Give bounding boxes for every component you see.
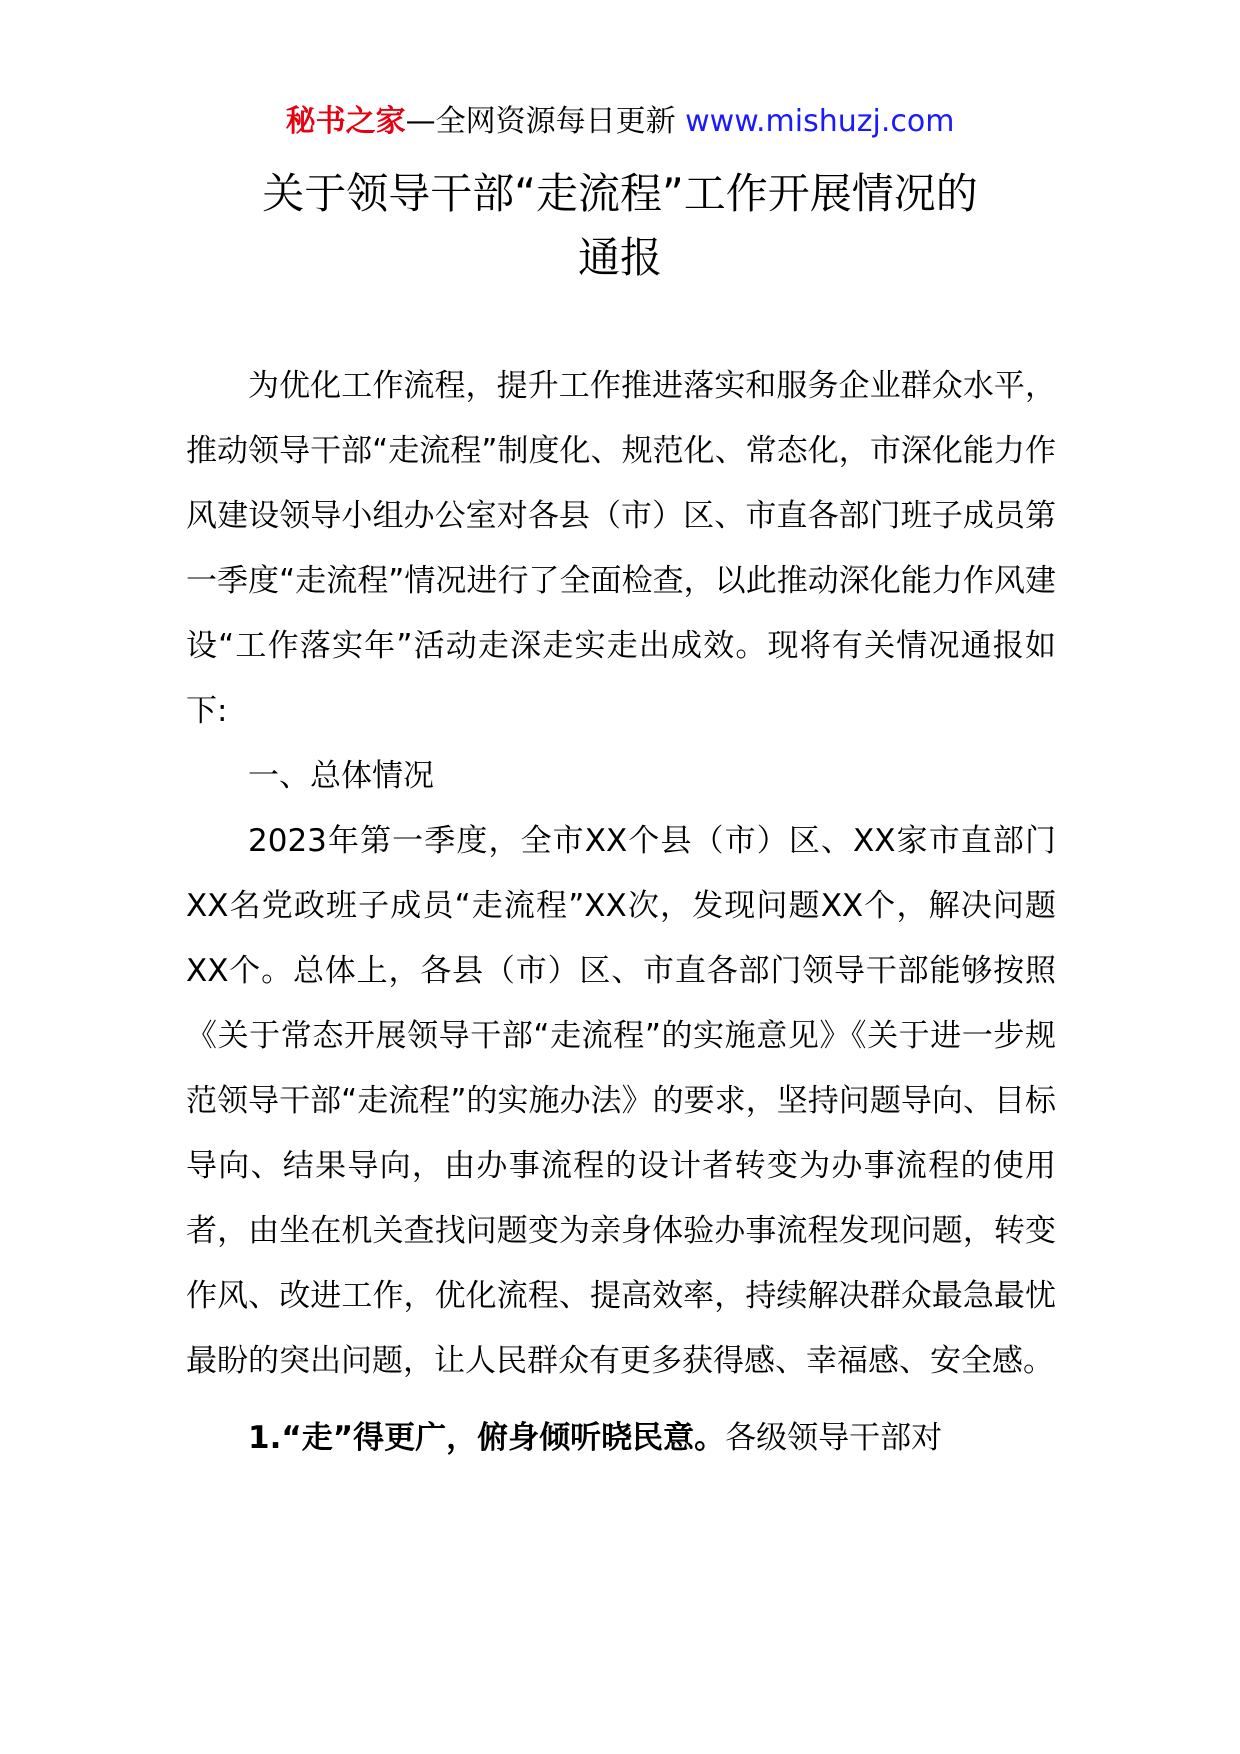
overall-situation-paragraph: 2023年第一季度，全市XX个县（市）区、XX家市直部门XX名党政班子成员“走流程”XX次，发现问题XX个，解决问题XX个。总体上，各县（市）区、市直各部门领导干部能够按照《关于常态开展领导干部“走流程”的实施意见》《关于进一步规范领导干部“走流程”的实施办法》的要求，坚持问题导向、目标导向、结果导向，由办事流程的设计者转变为办事流程的使用者，由坐在机关查找问题变为亲身体验办事流程发现问题，转变作风、改进工作，优化流程、提高效率，持续解决群众最急最忧最盼的突出问题，让人民群众有更多获得感、幸福感、安全感。 bbox=[186, 823, 1056, 1379]
header-slogan: —全网资源每日更新 bbox=[405, 104, 676, 139]
title-line-2: 通报 bbox=[577, 233, 662, 282]
watermark-header bbox=[0, 100, 1240, 144]
title-line-1: 关于领导干部“走流程”工作开展情况的 bbox=[262, 169, 978, 218]
document-body bbox=[186, 354, 1056, 1471]
brand-name: 秘书之家 bbox=[285, 104, 406, 139]
intro-paragraph: 为优化工作流程，提升工作推进落实和服务企业群众水平，推动领导干部“走流程”制度化、规范化、常态化，市深化能力作风建设领导小组办公室对各县（市）区、市直各部门班子成员第一季度“走流程”情况进行了全面检查，以此推动深化能力作风建设“工作落实年”活动走深走实走出成效。现将有关情况通报如下: bbox=[186, 368, 1056, 729]
point-1-body: 各级领导干部对 bbox=[725, 1420, 943, 1456]
section-heading-overall: 一、总体情况 bbox=[248, 758, 434, 794]
point-1-title: 1.“走”得更广，俯身倾听晓民意。 bbox=[248, 1420, 726, 1456]
site-url-link[interactable]: www.mishuzj.com bbox=[685, 104, 955, 139]
point-1-paragraph bbox=[186, 1406, 1056, 1471]
document-title bbox=[160, 162, 1080, 290]
